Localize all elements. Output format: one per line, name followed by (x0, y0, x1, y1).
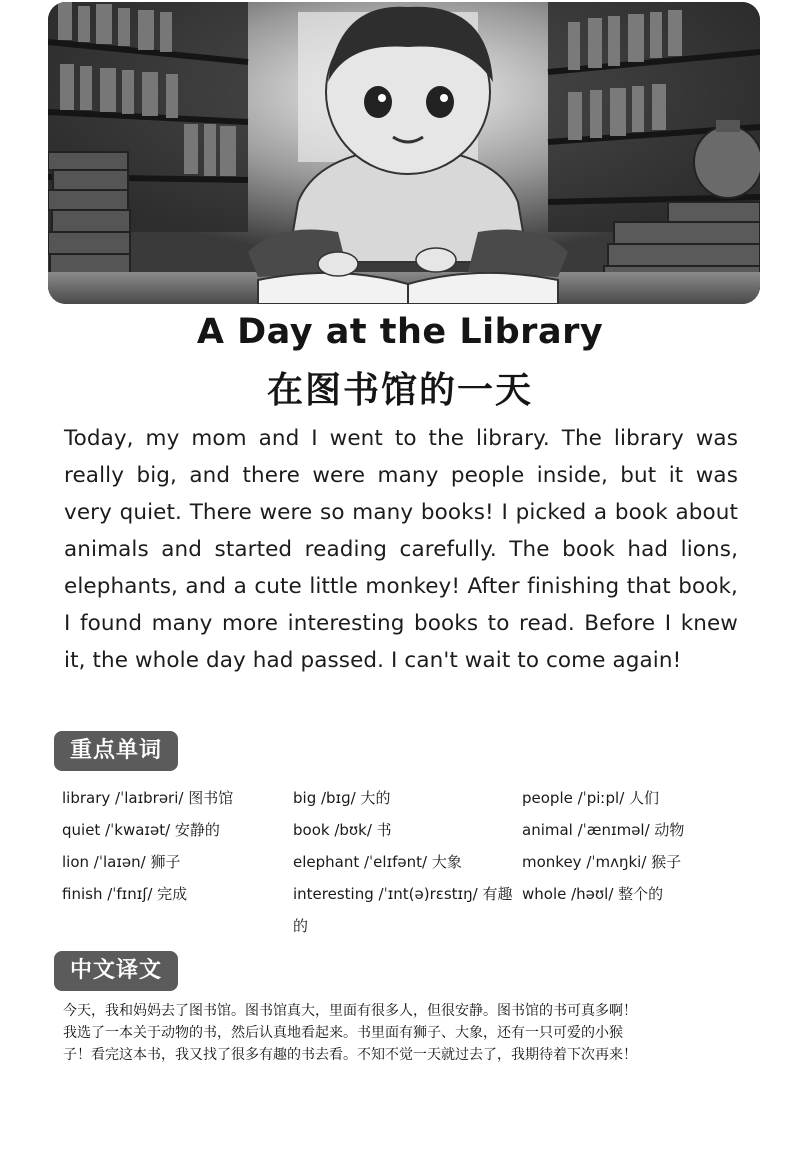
vocab-item: book /bʊk/ 书 (293, 821, 392, 839)
story-paragraph: Today, my mom and I went to the library. The library was really big, and there were many people inside, but it was very quiet. There were so many books! I picked a book about animals and started reading carefully. The book had lions, elephants, and a cute little monkey! After finishing that book, I found many more interesting books to read. Before I knew it, the whole day had passed. I can't wait to come again! (64, 426, 738, 673)
vocab-item: quiet /ˈkwaɪət/ 安静的 (62, 821, 220, 839)
vocab-item: monkey /ˈmʌŋki/ 猴子 (522, 853, 682, 871)
chinese-translation: 今天，我和妈妈去了图书馆。图书馆真大，里面有很多人，但很安静。图书馆的书可真多啊！我选了一本关于动物的书，然后认真地看起来。书里面有狮子、大象，还有一只可爱的小猴子！看完这本书，我又找了很多有趣的书去看。不知不觉一天就过去了，我期待着下次再来！ (63, 1003, 637, 1063)
vocab-item: interesting /ˈɪnt(ə)rɛstɪŋ/ 有趣的 (293, 885, 513, 935)
vocab-item: finish /ˈfɪnɪʃ/ 完成 (62, 885, 188, 903)
vocab-item: library /ˈlaɪbrəri/ 图书馆 (62, 789, 234, 807)
story-title-chinese: 在图书馆的一天 (266, 370, 533, 411)
story-title-english: A Day at the Library (196, 312, 604, 352)
vocabulary-heading: 重点单词 (54, 731, 178, 771)
translation-heading: 中文译文 (54, 951, 178, 991)
vocab-item: people /ˈpiːpl/ 人们 (522, 789, 660, 807)
vocab-item: animal /ˈænɪməl/ 动物 (522, 821, 685, 839)
vocab-item: whole /həʊl/ 整个的 (522, 885, 664, 903)
vocab-item: lion /ˈlaɪən/ 狮子 (62, 853, 181, 871)
illustration-boy-reading-in-library (48, 2, 760, 304)
vocab-item: elephant /ˈelɪfənt/ 大象 (293, 853, 462, 871)
vocab-item: big /bɪɡ/ 大的 (293, 789, 391, 807)
